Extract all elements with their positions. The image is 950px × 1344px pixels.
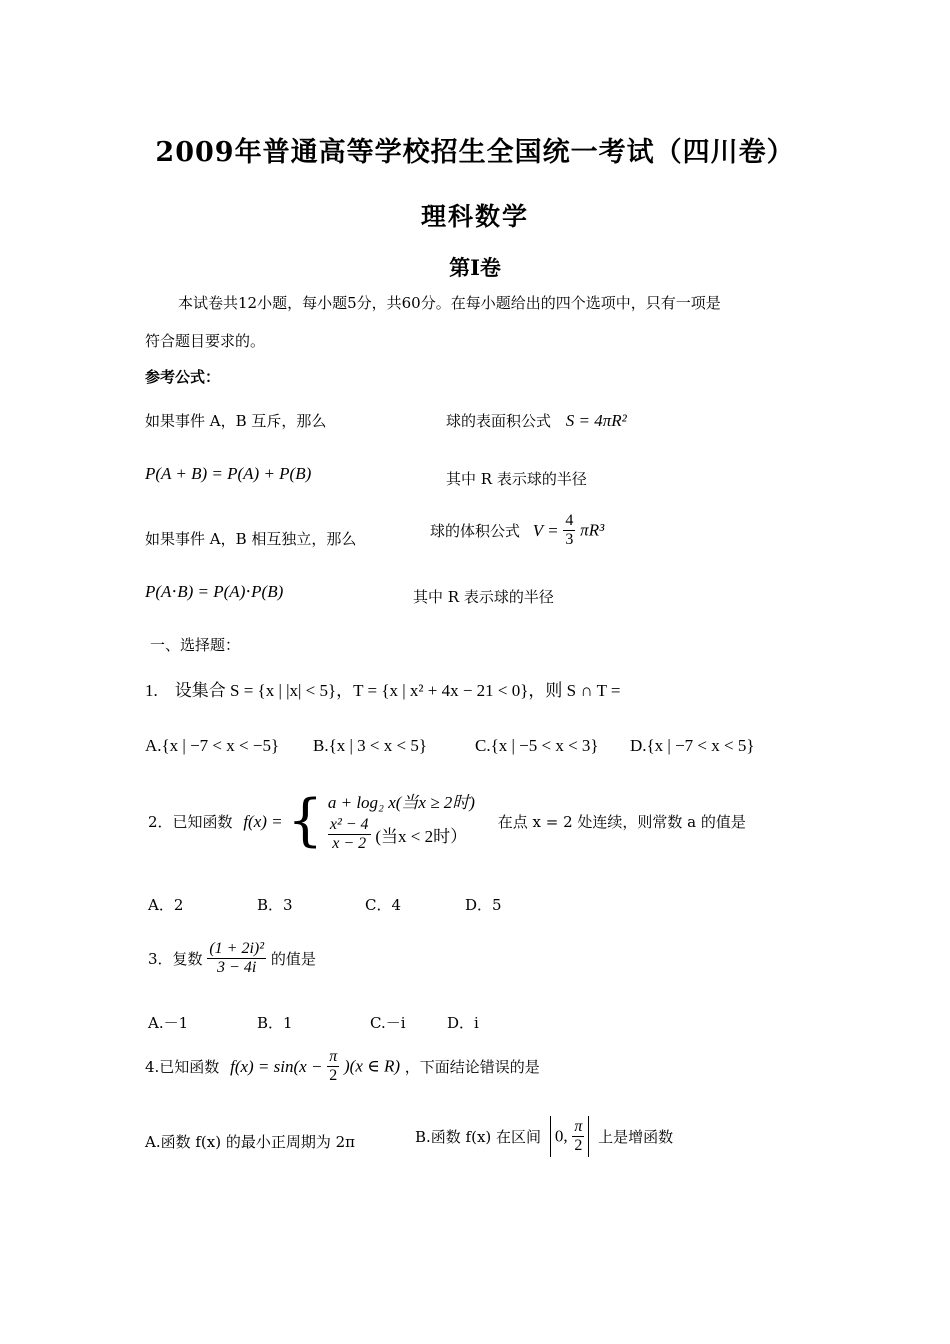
q4-stem: [145, 1048, 540, 1085]
q2-case-2: [328, 816, 475, 853]
q3-option-c: C.－i: [370, 1014, 406, 1032]
q2-option-b: B．3: [257, 896, 293, 914]
piecewise-brace: {: [287, 788, 324, 854]
q3-prefix: 3．复数: [148, 950, 203, 968]
q4-interval-fraction: [572, 1118, 584, 1155]
sphere-area-formula: S = 4πR²: [565, 411, 627, 430]
q1-option-a: A.{x | −7 < x < −5}: [145, 736, 280, 755]
q1-option-c: C.{x | −5 < x < 3}: [475, 736, 599, 755]
formula-right-1-text: 球的表面积公式: [446, 412, 552, 430]
q3-suffix: 的值是: [270, 950, 316, 968]
q3-num: (1 + 2i)²: [209, 940, 265, 957]
q3-den: 3 − 4i: [217, 959, 257, 976]
q4-interval-num: π: [574, 1118, 583, 1135]
q2-option-a: A．2: [148, 896, 184, 914]
q4-fraction: [327, 1048, 339, 1085]
q2-option-c: C．4: [365, 896, 402, 914]
formula-left-1: 如果事件 A，B 互斥，那么: [145, 412, 327, 430]
q4-formula-post: )(x ∈ R): [344, 1056, 401, 1076]
q2-case-2-den: x − 2: [332, 835, 367, 852]
q1-option-b: B.{x | 3 < x < 5}: [313, 736, 427, 755]
formula-right-3: [430, 512, 604, 549]
volume-formula-pre: V =: [532, 520, 559, 540]
volume-label: 第Ⅰ卷: [449, 255, 501, 280]
q4-option-a: A.函数 f(x) 的最小正周期为 2π: [145, 1133, 356, 1151]
q4-prefix: 4.已知函数: [145, 1058, 220, 1076]
q2-cases: [328, 790, 475, 853]
section-heading: 一、选择题：: [150, 636, 241, 654]
q2-case-2-fraction: [328, 816, 371, 853]
volume-formula-post: πR³: [580, 520, 605, 540]
q2-suffix: 在点 x = 2 处连续，则常数 a 的值是: [497, 813, 746, 831]
q4-frac-den: 2: [329, 1067, 338, 1084]
formula-right-4: 其中 R 表示球的半径: [413, 588, 554, 606]
formula-right-3-text: 球的体积公式: [430, 522, 521, 540]
q2-case-2-num: x² − 4: [329, 816, 369, 833]
intro-line-1: 本试卷共12小题，每小题5分，共60分。在每小题给出的四个选项中，只有一项是: [178, 294, 721, 312]
q4-suffix: ，下面结论错误的是: [404, 1058, 540, 1076]
q4-interval-den: 2: [574, 1137, 583, 1154]
q4-frac-num: π: [329, 1048, 338, 1065]
q4-option-b: [415, 1116, 673, 1157]
q2-case-1: a + log₂ x(当x ≥ 2时): [327, 793, 475, 812]
q2-fx: f(x) =: [243, 811, 283, 831]
q2-option-d: D．5: [465, 896, 502, 914]
q2-case-2-cond: (当x < 2时）: [375, 827, 468, 846]
q3-option-a: A.－1: [148, 1014, 189, 1032]
formula-heading: 参考公式：: [145, 368, 221, 386]
q3-stem: [148, 940, 316, 977]
intro-line-2: 符合题目要求的。: [145, 332, 266, 350]
q4-option-b-post: 上是增函数: [598, 1128, 674, 1146]
exam-subtitle: 理科数学: [420, 202, 529, 231]
exam-title: 2009年普通高等学校招生全国统一考试（四川卷）: [155, 137, 795, 168]
q4-option-b-pre: B.函数 f(x) 在区间: [415, 1128, 542, 1146]
q4-interval: [550, 1116, 590, 1157]
q3-option-d: D．i: [447, 1014, 479, 1032]
formula-right-2: 其中 R 表示球的半径: [446, 470, 587, 488]
volume-formula-fraction: [563, 512, 575, 549]
formula-right-1: [446, 410, 627, 431]
q3-option-b: B．1: [257, 1014, 293, 1032]
volume-fraction-den: 3: [565, 531, 574, 548]
q1-option-d: D.{x | −7 < x < 5}: [630, 736, 755, 755]
formula-left-3: 如果事件 A，B 相互独立，那么: [145, 530, 357, 548]
q2-prefix: 2．已知函数: [148, 813, 233, 831]
q2-stem: [148, 790, 746, 870]
volume-fraction-num: 4: [565, 512, 574, 529]
q4-interval-pre: 0,: [554, 1126, 568, 1146]
q3-fraction: [207, 940, 266, 977]
formula-left-2: P(A + B) = P(A) + P(B): [145, 464, 312, 483]
q4-formula-pre: f(x) = sin(x −: [230, 1056, 323, 1076]
q1-stem: 1. 设集合 S = {x | |x| < 5}，T = {x | x² + 4x − 21 < 0}，则 S ∩ T =: [145, 681, 621, 700]
formula-left-4: P(A⋅B) = P(A)⋅P(B): [145, 582, 284, 601]
